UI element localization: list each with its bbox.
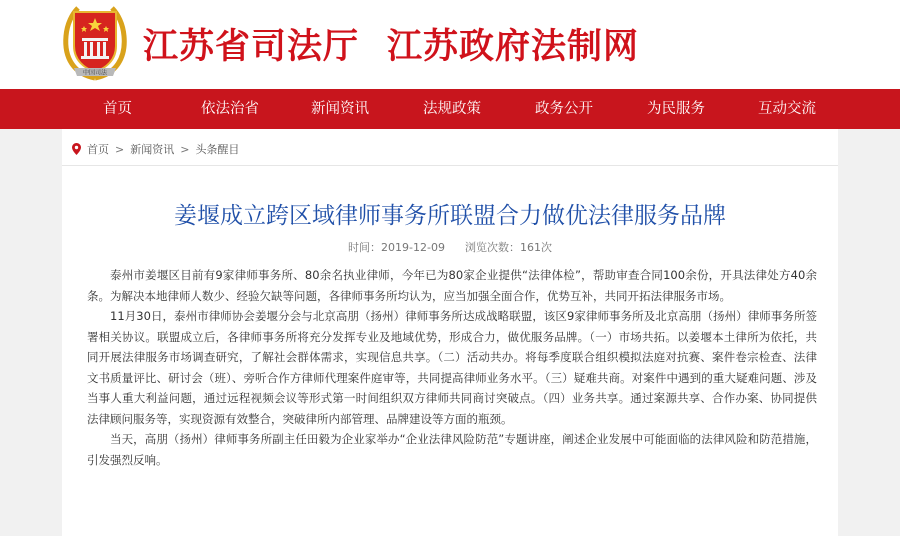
nav-item-interaction[interactable]: 互动交流 <box>758 101 816 117</box>
article-body <box>87 265 817 470</box>
breadcrumb-home[interactable]: 首页 <box>87 143 109 156</box>
nav-item-rule-of-law[interactable]: 依法治省 <box>201 101 259 117</box>
justice-emblem-icon[interactable] <box>60 2 130 82</box>
location-pin-icon <box>72 143 81 155</box>
breadcrumb <box>72 140 239 158</box>
main-nav <box>0 89 900 129</box>
emblem-ribbon-text: 中国司法 <box>82 69 108 77</box>
nav-item-home[interactable]: 首页 <box>103 101 132 117</box>
article-panel <box>62 129 838 536</box>
breadcrumb-separator: > <box>180 142 190 156</box>
site-title <box>143 19 639 69</box>
nav-item-news[interactable]: 新闻资讯 <box>311 101 369 117</box>
time-label: 时间： <box>348 241 382 254</box>
breadcrumb-news[interactable]: 新闻资讯 <box>130 143 175 156</box>
breadcrumb-separator: > <box>115 142 125 156</box>
article-paragraph: 11月30日，泰州市律师协会姜堰分会与北京高朋（扬州）律师事务所达成战略联盟，该区9家律师事务所及北京高朋（扬州）律师事务所签署相关协议。联盟成立后，各律师事务所将充分发挥专业及地域优势，形成合力，做优服务品牌。（一）市场共拓。以姜堰本土律所为依托，共同开展法律服务市场调查研究，了解社会群体需求，实现信息共享。（二）活动共办。将每季度联合组织模拟法庭对抗赛、案件卷宗检查、法律文书质量评比、研讨会（班）、旁听合作方律师代理案件庭审等，共同提高律师业务水平。（三）疑难共商。对案件中遇到的重大疑难问题、涉及当事人重大利益问题，通过远程视频会议等形式第一时间组织双方律师共同商讨突破点。（四）业务共享。通过案源共享、合作办案、协同提供法律顾问服务等，实现资源有效整合，突破律所内部管理、品牌建设等方面的瓶颈。 <box>87 309 817 426</box>
article-title: 姜堰成立跨区域律师事务所联盟合力做优法律服务品牌 <box>174 203 726 229</box>
nav-item-public-service[interactable]: 为民服务 <box>647 101 705 117</box>
view-count: 161次 <box>519 241 552 254</box>
views-label: 浏览次数： <box>464 241 520 254</box>
article-meta <box>62 239 838 255</box>
breadcrumb-headlines[interactable]: 头条醒目 <box>195 143 240 156</box>
site-title-primary[interactable]: 江苏省司法厅 <box>143 27 360 67</box>
publish-date: 2019-12-09 <box>381 241 445 254</box>
article-paragraph: 当天，高朋（扬州）律师事务所副主任田毅为企业家举办“企业法律风险防范”专题讲座，阐述企业发展中可能面临的法律风险和防范措施，引发强烈反响。 <box>87 432 817 467</box>
site-title-secondary[interactable]: 江苏政府法制网 <box>387 27 640 67</box>
article-paragraph: 泰州市姜堰区目前有9家律师事务所、80余名执业律师，今年已为80家企业提供“法律体检”，帮助审查合同100余份，开具法律处方40余条。为解决本地律师人数少、经验欠缺等问题，各律师事务所均认为，应当加强全面合作，优势互补，共同开拓法律服务市场。 <box>87 268 817 303</box>
site-header <box>0 0 900 89</box>
nav-item-regulations[interactable]: 法规政策 <box>423 101 481 117</box>
nav-item-government-affairs[interactable]: 政务公开 <box>535 101 593 117</box>
breadcrumb-divider <box>62 165 838 166</box>
